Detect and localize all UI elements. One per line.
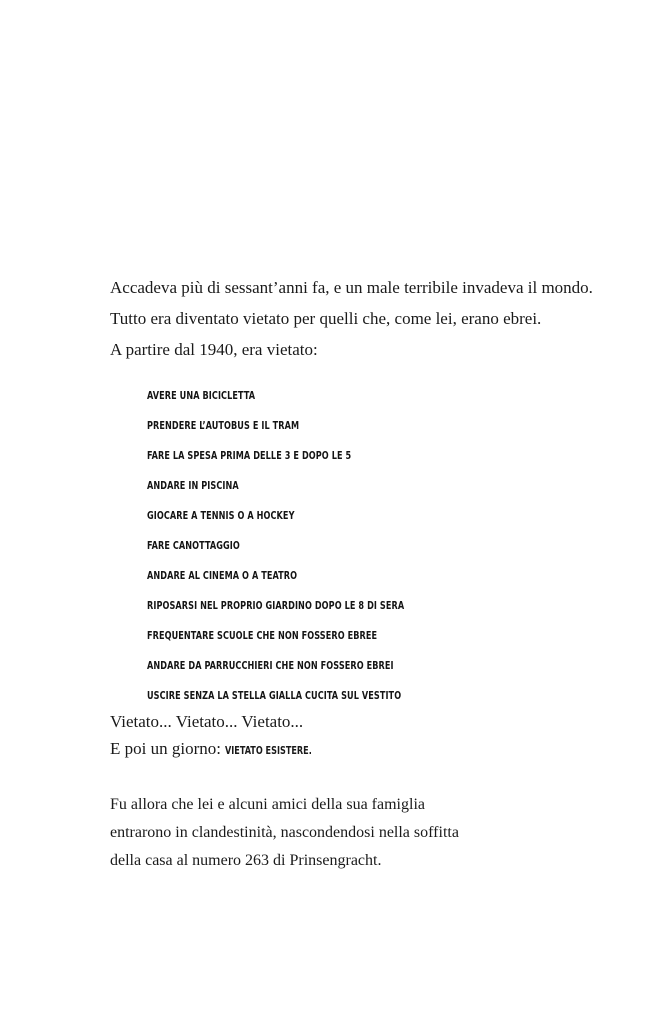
list-item: RIPOSARSI NEL PROPRIO GIARDINO DOPO LE 8 DI SERA — [147, 600, 405, 612]
outro-line-2: entrarono in clandestinità, nascondendosi nella soffitta — [110, 824, 459, 841]
list-item: AVERE UNA BICICLETTA — [147, 390, 256, 402]
list-item: ANDARE AL CINEMA O A TEATRO — [147, 570, 298, 582]
list-item: ANDARE IN PISCINA — [147, 480, 239, 492]
vietato-esistere-emphasis: VIETATO ESISTERE. — [225, 745, 313, 757]
vietato-line-2-prefix: E poi un giorno: — [110, 739, 226, 758]
forbidden-list — [147, 381, 446, 711]
list-item: FARE CANOTTAGGIO — [147, 540, 240, 552]
intro-paragraph — [110, 272, 610, 365]
intro-line-1: Accadeva più di sessant’anni fa, e un male terribile invadeva il mondo. — [110, 278, 593, 297]
vietato-paragraph — [110, 708, 610, 765]
intro-line-2: Tutto era diventato vietato per quelli che, come lei, erano ebrei. — [110, 309, 542, 328]
list-item: ANDARE DA PARRUCCHIERI CHE NON FOSSERO EBREI — [147, 660, 394, 672]
list-item: PRENDERE L’AUTOBUS E IL TRAM — [147, 420, 300, 432]
outro-paragraph — [110, 791, 610, 875]
vietato-line-2 — [110, 735, 610, 765]
vietato-line-1: Vietato... Vietato... Vietato... — [110, 712, 304, 731]
list-item: FREQUENTARE SCUOLE CHE NON FOSSERO EBREE — [147, 630, 378, 642]
intro-line-3: A partire dal 1940, era vietato: — [110, 340, 318, 359]
list-item: GIOCARE A TENNIS O A HOCKEY — [147, 510, 295, 522]
outro-line-3: della casa al numero 263 di Prinsengracht. — [110, 852, 382, 869]
outro-line-1: Fu allora che lei e alcuni amici della sua famiglia — [110, 796, 425, 813]
list-item: USCIRE SENZA LA STELLA GIALLA CUCITA SUL VESTITO — [147, 690, 402, 702]
list-item: FARE LA SPESA PRIMA DELLE 3 E DOPO LE 5 — [147, 450, 352, 462]
